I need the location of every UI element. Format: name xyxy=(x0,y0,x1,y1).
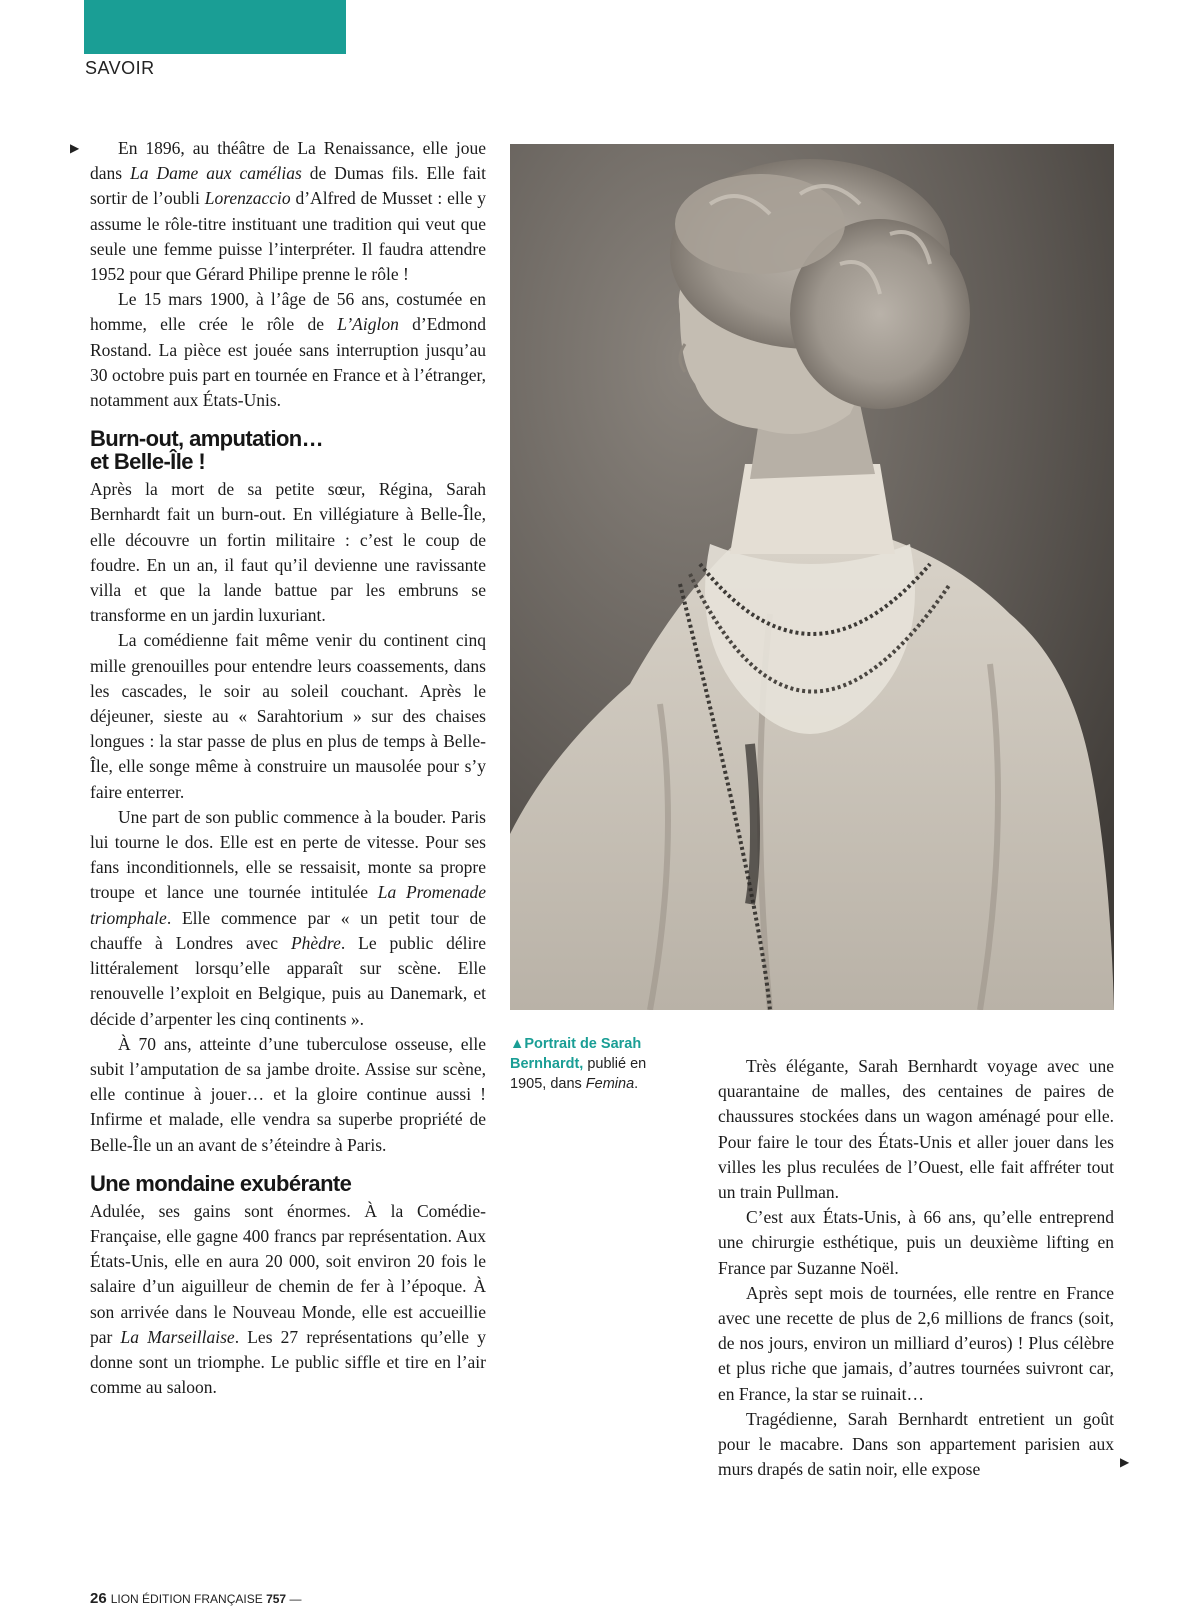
subheading-burn-out xyxy=(90,427,486,473)
paragraph: Après la mort de sa petite sœur, Régina, Sarah Bernhardt fait un burn-out. En villégiature à Belle-Île, elle découvre un fortin militaire : c’est le coup de foudre. En un an, il faut qu’il devienne une ravissante villa et que la lande battue par les embruns se transforme en un jardin luxuriant. xyxy=(90,479,486,626)
italic-title: La Marseillaise xyxy=(120,1326,235,1347)
text-run: . Elle commence par « un petit tour de chauffe à Londres avec xyxy=(90,907,486,953)
right-column xyxy=(718,1054,1114,1482)
text-run: d’Edmond Rostand. La pièce est jouée sans interruption jusqu’au 30 octobre puis part en tournée en France et à l’étranger, notamment aux États-Unis. xyxy=(90,314,486,411)
text-run: . Les 27 représentations qu’elle y donne sont un triomphe. Le public siffle et tire en l’air comme au saloon. xyxy=(90,1326,486,1398)
text-run: . Le public délire littéralement lorsqu’elle apparaît sur scène. Elle renouvelle l’exploit en Belgique, puis au Danemark, et décide d’arpenter les cinq continents ». xyxy=(90,932,486,1029)
text-run: d’Alfred de Musset : elle y assume le rôle-titre instituant une tradition qui veut que seule une femme puisse l’interpréter. Il faudra attendre 1952 pour que Gérard Philipe prenne le rôle ! xyxy=(90,188,487,285)
subheading-mondaine: Une mondaine exubérante xyxy=(90,1170,352,1196)
continuation-arrow-in: ▶ xyxy=(70,141,80,155)
paragraph: Très élégante, Sarah Bernhardt voyage avec une quarantaine de malles, des centaines de paires de chaussures stockées dans un wagon aménagé pour elle. Pour faire le tour des États-Unis et aller jouer dans les villes les plus reculées de l’Ouest, elle fait affréter tout un train Pullman. xyxy=(718,1056,1114,1203)
paragraph xyxy=(90,1199,486,1401)
caption-marker: ▲ xyxy=(510,1036,525,1052)
text-run: Une part de son public commence à la bouder. Paris lui tourne le dos. Elle est en perte de vitesse. Pour ses fans inconditionnels, elle se ressaisit, monte sa propre troupe et lance une tournée intitulée xyxy=(90,806,486,903)
italic-title: L’Aiglon xyxy=(337,314,399,335)
photo-caption xyxy=(510,1034,686,1094)
italic-title: Lorenzaccio xyxy=(204,188,291,209)
issue-number: 757 xyxy=(266,1592,287,1606)
paragraph: La comédienne fait même venir du continent cinq mille grenouilles pour entendre leurs coassements, dans les cascades, le soir au soleil couchant. Après le déjeuner, sieste au « Sarahtorium » sur des chaises longues : la star passe de plus en plus de temps à Belle-Île, elle songe même à construire un mausolée pour s’y faire enterrer. xyxy=(90,630,486,802)
page-folio xyxy=(90,1590,301,1607)
paragraph: C’est aux États-Unis, à 66 ans, qu’elle entreprend une chirurgie esthétique, puis un deuxième lifting en France par Suzanne Noël. xyxy=(718,1207,1114,1278)
paragraph xyxy=(90,287,486,413)
folio-dash: — xyxy=(289,1592,302,1606)
caption-end: . xyxy=(634,1076,639,1092)
caption-source: Femina xyxy=(585,1076,635,1092)
italic-title: La Promenade triomphale xyxy=(90,882,486,928)
paragraph xyxy=(90,805,486,1032)
subheading-line: Burn-out, amputation… xyxy=(90,426,324,452)
caption-highlight: Portrait de Sarah Bernhardt, xyxy=(510,1036,642,1072)
text-run: En 1896, au théâtre de La Renaissance, elle joue dans xyxy=(90,138,486,184)
caption-text: publié en 1905, dans xyxy=(510,1056,647,1092)
text-run: de Dumas fils. Elle fait sortir de l’oubli xyxy=(90,163,486,209)
text-run: Adulée, ses gains sont énormes. À la Comédie-Française, elle gagne 400 francs par représentation. Aux États-Unis, elle en aura 20 000, soit environ 20 fois le salaire d’un aiguilleur de chemin de fer à l’époque. À son arrivée dans le Nouveau Monde, elle est accueillie par xyxy=(90,1200,486,1347)
publication-name: LION ÉDITION FRANÇAISE xyxy=(110,1592,263,1606)
left-column xyxy=(90,136,486,1400)
paragraph: Tragédienne, Sarah Bernhardt entretient un goût pour le macabre. Dans son appartement parisien aux murs drapés de satin noir, elle expose xyxy=(718,1408,1114,1480)
subheading-line: et Belle-Île ! xyxy=(90,449,206,475)
paragraph xyxy=(90,136,486,287)
paragraph: Après sept mois de tournées, elle rentre en France avec une recette de plus de 2,6 millions de francs (soit, de nos jours, environ un milliard d’euros) ! Plus célèbre et plus riche que jamais, d’autres tournées suivront car, en France, la star se ruinait… xyxy=(718,1282,1114,1404)
portrait-photo xyxy=(510,144,1114,1010)
italic-title: Phèdre xyxy=(290,932,341,953)
section-color-tab xyxy=(84,0,346,54)
section-label: SAVOIR xyxy=(85,58,155,78)
continuation-arrow-out: ▶ xyxy=(1120,1455,1130,1469)
page-number: 26 xyxy=(90,1590,107,1607)
paragraph: À 70 ans, atteinte d’une tuberculose osseuse, elle subit l’amputation de sa jambe droite. Assise sur scène, elle continue à jouer… et la gloire continue aussi ! Infirme et malade, elle vendra sa superbe propriété de Belle-Île un an avant de s’éteindre à Paris. xyxy=(90,1033,486,1155)
italic-title: La Dame aux camélias xyxy=(130,163,302,184)
text-run: Le 15 mars 1900, à l’âge de 56 ans, costumée en homme, elle crée le rôle de xyxy=(90,289,486,335)
